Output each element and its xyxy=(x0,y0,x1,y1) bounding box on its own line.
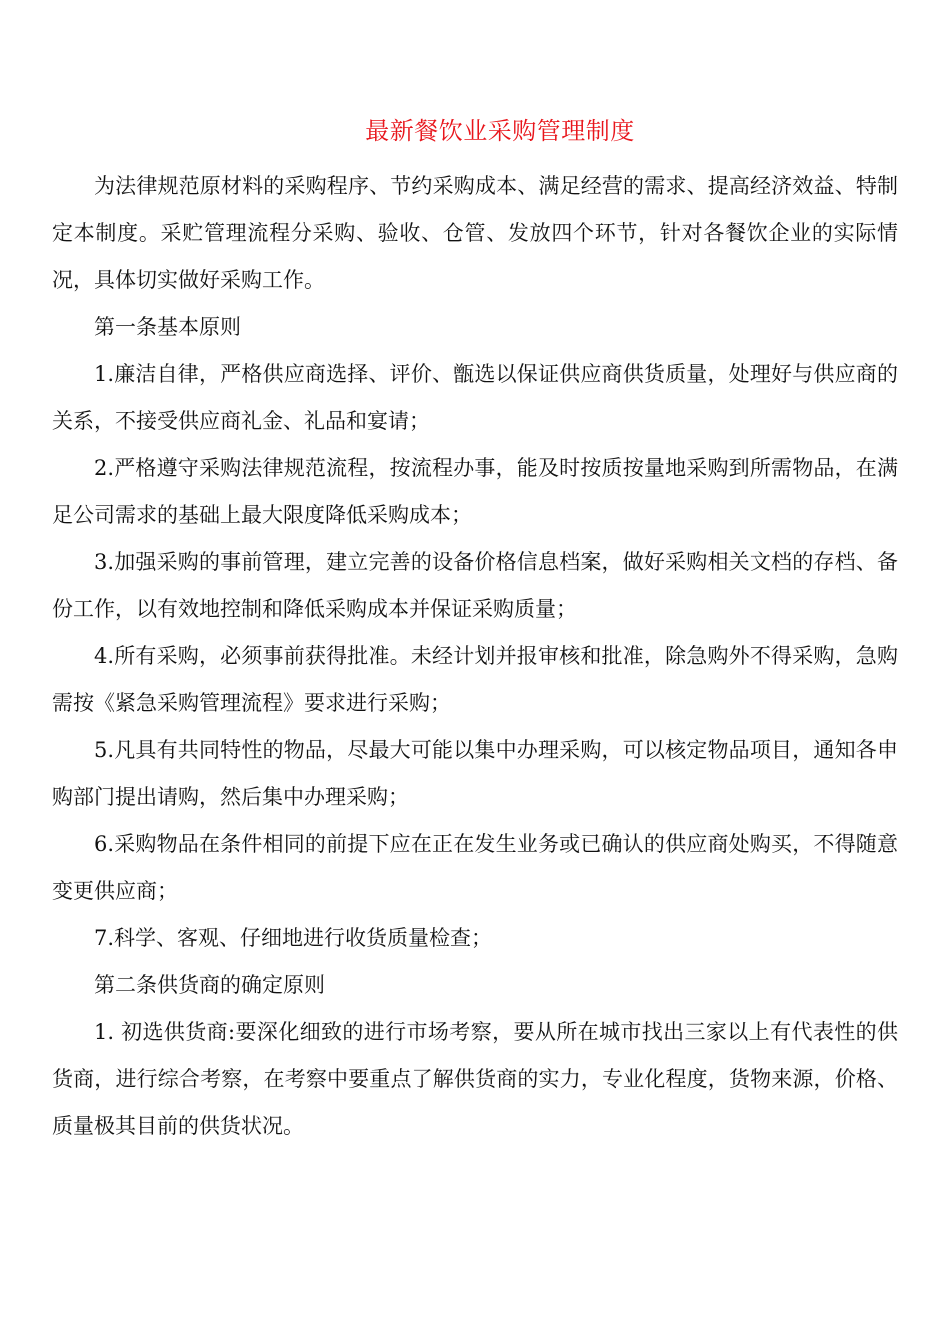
principle-item-7: 7.科学、客观、仔细地进行收货质量检查； xyxy=(94,926,493,950)
section-heading-basic-principles: 第一条基本原则 xyxy=(94,315,241,339)
principle-item-1: 1.廉洁自律，严格供应商选择、评价、甑选以保证供应商供货质量，处理好与供应商的关系，不接受供应商礼金、礼品和宴请； xyxy=(52,362,898,433)
supplier-item-1: 1. 初选供货商:要深化细致的进行市场考察，要从所在城市找出三家以上有代表性的供货商，进行综合考察，在考察中要重点了解供货商的实力，专业化程度，货物来源，价格、质量极其目前的供货状况。 xyxy=(52,1020,898,1138)
principle-item-2: 2.严格遵守采购法律规范流程，按流程办事，能及时按质按量地采购到所需物品，在满足公司需求的基础上最大限度降低采购成本； xyxy=(52,456,898,527)
principle-item-3: 3.加强采购的事前管理，建立完善的设备价格信息档案，做好采购相关文档的存档、备份工作，以有效地控制和降低采购成本并保证采购质量； xyxy=(52,550,898,621)
document-title: 最新餐饮业采购管理制度 xyxy=(365,117,635,145)
document-body xyxy=(52,163,898,1150)
principle-item-6: 6.采购物品在条件相同的前提下应在正在发生业务或已确认的供应商处购买，不得随意变更供应商； xyxy=(52,832,898,903)
section-heading-supplier-principles: 第二条供货商的确定原则 xyxy=(94,973,325,997)
principle-item-4: 4.所有采购，必须事前获得批准。未经计划并报审核和批准，除急购外不得采购，急购需按《紧急采购管理流程》要求进行采购； xyxy=(52,644,898,715)
principle-item-5: 5.凡具有共同特性的物品，尽最大可能以集中办理采购，可以核定物品项目，通知各申购部门提出请购，然后集中办理采购； xyxy=(52,738,898,809)
intro-paragraph: 为法律规范原材料的采购程序、节约采购成本、满足经营的需求、提高经济效益、特制定本制度。采贮管理流程分采购、验收、仓管、发放四个环节，针对各餐饮企业的实际情况，具体切实做好采购工作。 xyxy=(52,174,898,292)
